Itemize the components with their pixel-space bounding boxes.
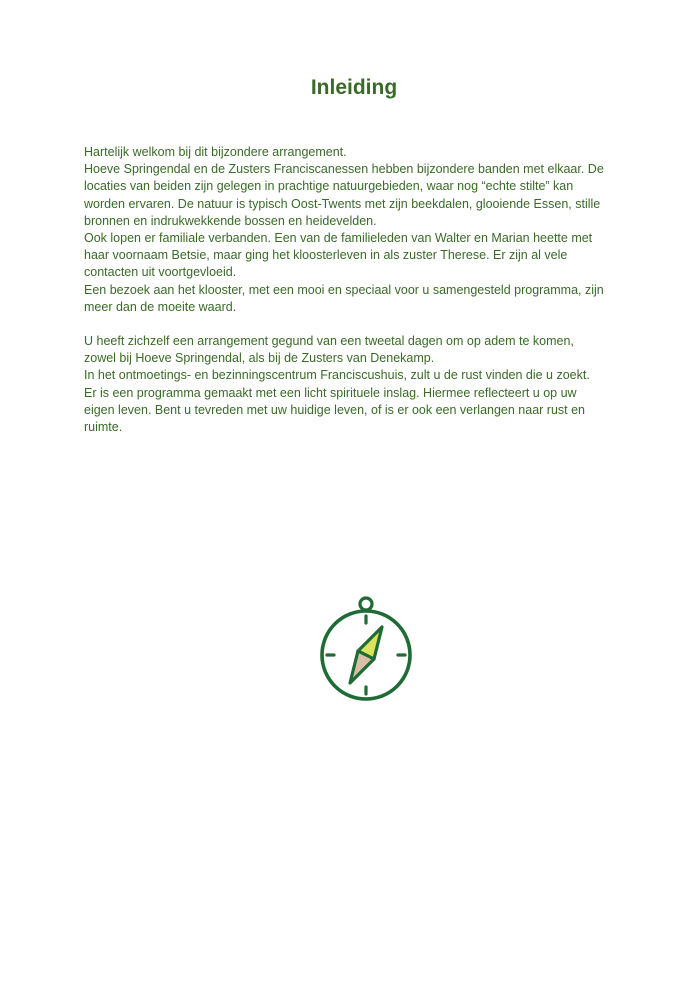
text-line: zowel bij Hoeve Springendal, als bij de Zusters van Denekamp.: [84, 351, 435, 366]
text-line: ruimte.: [84, 420, 123, 434]
text-line: In het ontmoetings- en bezinningscentrum Franciscushuis, zult u de rust vinden die u zoekt.: [84, 368, 590, 383]
text-line: eigen leven. Bent u tevreden met uw huidige leven, of is er ook een verlangen naar rust en: [84, 402, 586, 417]
text-line: bronnen en indrukwekkende bossen en heidevelden.: [84, 213, 377, 228]
text-line: locaties van beiden zijn gelegen in prachtige natuurgebieden, waar nog “echte stilte” kan: [84, 179, 574, 194]
text-line: Hartelijk welkom bij dit bijzondere arrangement.: [84, 145, 347, 159]
paragraph-gap: [84, 316, 644, 333]
text-line: worden ervaren. De natuur is typisch Oost-Twents met zijn beekdalen, glooiende Essen, stille: [84, 196, 601, 211]
body-text: [84, 144, 644, 436]
text-line: contacten uit voortgevloeid.: [84, 265, 237, 280]
compass-icon: [318, 595, 414, 705]
paragraph-1: [84, 144, 644, 316]
text-line: meer dan de moeite waard.: [84, 299, 237, 314]
text-line: haar voornaam Betsie, maar ging het kloosterleven in als zuster Therese. Er zijn al vele: [84, 248, 568, 263]
text-line: Hoeve Springendal en de Zusters Franciscanessen hebben bijzondere banden met elkaar. De: [84, 162, 604, 177]
text-line: Een bezoek aan het klooster, met een mooi en speciaal voor u samengesteld programma, zijn: [84, 282, 604, 297]
text-line: Er is een programma gemaakt met een licht spirituele inslag. Hiermee reflecteert u op uw: [84, 385, 577, 400]
text-line: Ook lopen er familiale verbanden. Een van de familieleden van Walter en Marian heette met: [84, 230, 593, 245]
page-title: Inleiding: [310, 76, 398, 99]
paragraph-2: [84, 333, 644, 436]
text-line: U heeft zichzelf een arrangement gegund van een tweetal dagen om op adem te komen,: [84, 334, 574, 349]
